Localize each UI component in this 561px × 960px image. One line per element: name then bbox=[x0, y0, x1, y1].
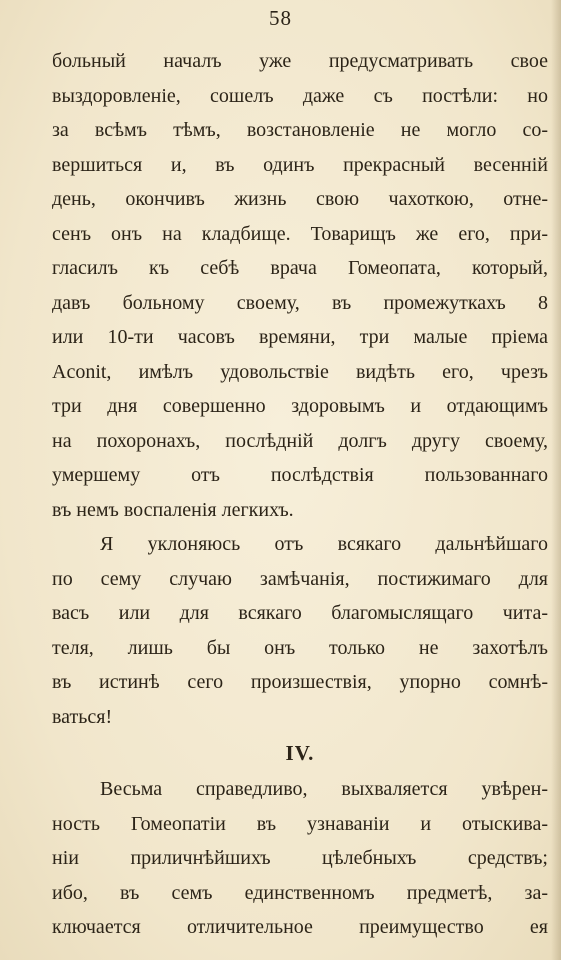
text-line: въ немъ воспаленія легкихъ. bbox=[52, 498, 294, 521]
text-line: теля, лишь бы онъ только не захотѣлъ bbox=[52, 636, 548, 659]
text-line: гласилъ къ себѣ врача Гомеопата, который, bbox=[52, 257, 548, 279]
paragraph-1 bbox=[52, 44, 548, 527]
text-line: Aconit, имѣлъ удовольствіе видѣть его, чрезъ bbox=[52, 360, 548, 383]
text-line: на похоронахъ, послѣдній долгъ другу своему, bbox=[52, 429, 548, 452]
section-heading: IV. bbox=[285, 741, 315, 765]
text-line: больный началъ уже предусматривать свое bbox=[52, 50, 548, 72]
text-line: ность Гомеопатіи въ узнаваніи и отыскива- bbox=[52, 812, 548, 835]
text-line: три дня совершенно здоровымъ и отдающимъ bbox=[52, 395, 548, 417]
text-line: по сему случаю замѣчанія, постижимаго для bbox=[52, 567, 548, 590]
text-line: за всѣмъ тѣмъ, возстановленіе не могло со- bbox=[52, 119, 548, 141]
text-line: сенъ онъ на кладбище. Товарищъ же его, при- bbox=[52, 222, 548, 245]
text-line: умершему отъ послѣдствія пользованнаго bbox=[52, 464, 548, 486]
text-line: ваться! bbox=[52, 705, 113, 728]
text-line: въ истинѣ сего произшествія, упорно сомнѣ- bbox=[52, 671, 548, 693]
page-edge-shadow bbox=[551, 0, 561, 960]
text-line: васъ или для всякаго благомыслящаго чита- bbox=[52, 602, 548, 624]
text-line: давъ больному своему, въ промежуткахъ 8 bbox=[52, 291, 548, 314]
page-number: 58 bbox=[269, 6, 292, 30]
text-line: ключается отличительное преимущество ея bbox=[52, 916, 548, 938]
text-line: ніи приличнѣйшихъ цѣлебныхъ средствъ; bbox=[52, 847, 548, 869]
text-line: Я уклоняюсь отъ всякаго дальнѣйшаго bbox=[100, 533, 548, 555]
text-line: вершиться и, въ одинъ прекрасный весенній bbox=[52, 153, 548, 176]
text-line: выздоровленіе, сошелъ даже съ постѣли: но bbox=[52, 84, 548, 107]
paragraph-2 bbox=[52, 527, 548, 734]
paragraph-3 bbox=[52, 772, 548, 945]
text-line: день, окончивъ жизнь свою чахоткою, отне- bbox=[52, 188, 548, 210]
text-line: Весьма справедливо, выхваляется увѣрен- bbox=[100, 778, 548, 800]
page-body bbox=[52, 44, 548, 945]
text-line: ибо, въ семъ единственномъ предметѣ, за- bbox=[52, 881, 548, 904]
text-line: или 10-ти часовъ времяни, три малые пріема bbox=[52, 326, 548, 348]
